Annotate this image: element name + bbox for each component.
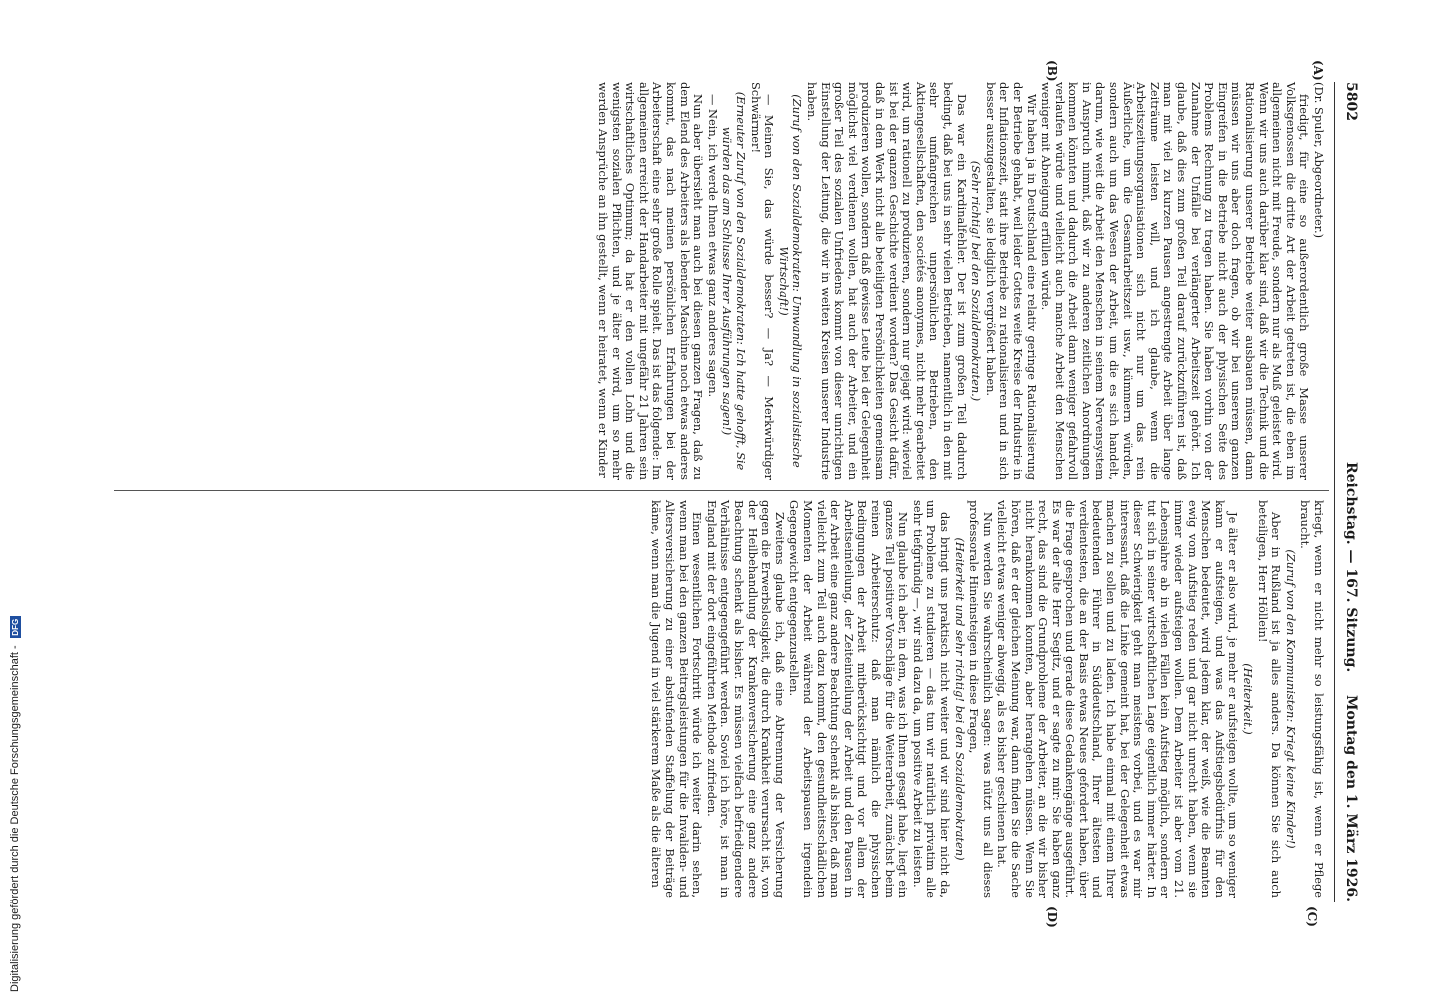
paragraph: — Nein, ich werde Ihnen etwas ganz anderes sagen. [705, 94, 720, 398]
margin-mark-a: (A) [1311, 60, 1325, 81]
paragraph: Nun aber übersieht man auch bei diesen ganzen Fragen, daß zu dem Elend des Arbeiters als lebender Maschine noch etwas anderes kommt, das nach meinen persönlichen Erfahrungen bei der Arbeiterschaft eine sehr große Rolle spielt. Das ist das folgende: Im allgemeinen erreicht der Handarbeiter mit ungefähr 21 Jahren sein wirtschaftliches Optimum; da hat er den vollen Lohn und die wenigsten sozialen Pflichten, und je älter er wird, um so mehr werden Ansprüche an ihn gestellt, wenn er heiratet, wenn er Kinder [596, 82, 706, 480]
paragraph: Zweitens glaube ich, daß eine Abtrennung der Versicherung gegen die Erwerbslosigkeit, die durch Krankheit verursacht ist, von der Heilbehandlung der Krankenversicherung eine ganz andere Beachtung schenkt als bisher. Es müssen vielfach befriedigendere Verhältnisse entgegengeführt werden. Soviel ich höre, ist man in England mit der dort eingeführten Methode zufrieden. [704, 500, 787, 898]
paragraph: friedigt, für eine so außerordentlich große Masse unserer Volksgenossen die dritte Art der Arbeit getreten ist, die eben im allgemeinen nicht mit Freude, sondern nur als Muß geleistet wird. Wenn wir uns auch darüber klar sind, daß wir die Technik und die Rationalisierung unserer Betriebe weiter ausbauen müssen, dann müssen wir uns aber doch fragen, ob wir bei unserem ganzen Eingreifen in die Betriebe nicht auch der physischen Seite des Problems Rechnung zu tragen haben. Sie haben vorhin von der Zunahme der Unfälle bei verlängerter Arbeitszeit gehört. Ich glaube, daß dies zum großen Teil darauf zurückzuführen ist, daß man mit viel zu kurzen Pausen angestrengte Arbeit über lange Zeiträume leisten will, und ich glaube, wenn die Arbeitszeitungsorganisationen sich nicht nur um das rein Äußerliche, um die Gesamtarbeitszeit usw., kümmern würden, sondern auch um das Wesen der Arbeit, um die es sich handelt, darum, wie weit die Arbeit den Menschen in seinem Nervensystem in Anspruch nimmt, daß wir zu anderen zeitlichen Anordnungen kommen könnten und dadurch die Arbeit dann weniger gefahrvoll verlaufen würde und vielleicht auch manche Arbeit den Menschen weniger mit Abneigung erfüllen würde. [1039, 82, 1312, 480]
session-title: Reichstag. — 167. Sitzung. [1343, 462, 1359, 673]
paragraph: — Meinen Sie, das würde besser? — Ja? — Merkwürdiger Schwärmer! [748, 82, 777, 480]
session-date: Montag den 1. März 1926. [1343, 694, 1359, 902]
digitization-footer [9, 12, 23, 992]
paragraph: Nun werden Sie wahrscheinlich sagen: was nützt uns all dieses professorale Hineinsteigen in diese Fragen, [967, 500, 995, 898]
page-number: 5802 [1343, 82, 1359, 121]
left-text-column [595, 82, 1325, 480]
margin-mark-b: (B) [1045, 60, 1059, 82]
right-text-column [648, 500, 1325, 898]
interjection: (Erneuter Zuruf von den Sozialdemokraten: Ich hatte gehofft, Sie würden das am Schlusse Ihrer Ausführungen sagen!) [720, 91, 749, 471]
interjection: (Zuruf von den Kommunisten: Kriegt keine Kinder!) [1283, 549, 1298, 849]
interjection: (Heiterkeit.) [1241, 663, 1256, 735]
header-rule [1334, 82, 1335, 902]
interjection: (Heiterkeit und sehr richtig! bei den Sozialdemokraten) [952, 537, 967, 861]
paragraph: (Dr. Spuler, Abgeordneter.) [1312, 82, 1326, 239]
interjection: (Zuruf von den Sozialdemokraten: Umwandlung in sozialistische Wirtschaft!) [776, 94, 805, 468]
paragraph: Nun glaube ich aber, in dem, was ich Ihnen gesagt habe, liegt ein ganzes Teil positiver Vorschläge für die Weiterarbeit, zunächst beim reinen Arbeiterschutz: daß man nämlich die physischen Bedingungen der Arbeit mitberücksichtigt und vor allem der Arbeitseinteilung, der Zeiteinteilung der Arbeit und den Pausen in der Arbeit eine ganz andere Beachtung schenkt als bisher, daß man vielleicht zum Teil auch dazu kommt, den gesundheitsschädlichen Momenten der Arbeit während der Arbeitspausen irgendein Gegengewicht entgegenzustellen. [787, 500, 911, 898]
paragraph: Wir haben ja in Deutschland eine relativ geringe Rationalisierung der Betriebe gehabt, weil leider Gottes weite Kreise der Industrie in der Inflationszeit, statt ihre Betriebe zu rationalisieren und in sich besser auszugestalten, sie lediglich vergrößert haben. [983, 82, 1039, 480]
digitization-note: Digitalisierung gefördert durch die Deutsche Forschungsgemeinschaft - [9, 645, 21, 992]
running-head [1337, 82, 1359, 902]
paragraph: Je älter er also wird, je mehr er aufsteigen wollte, um so weniger kann er aufsteigen, und was das Aufstiegsbedürfnis für den Menschen bedeutet, wird jedem klar, der weiß, wie die Beamten ewig vom Aufstieg reden und gar nicht unrecht haben, wenn sie immer wieder aufsteigen wollen. Dem Arbeiter ist aber vom 21. Lebensjahre ab in vielen Fällen kein Aufstieg möglich, sondern er tut sich in seiner wirtschaftlichen Lage eigentlich immer härter. In dieser Schwierigkeit geht man meistens vorbei, und es war mir interessant, daß die Linke gemeint hat, bei der Gelegenheit etwas machen zu sollen und zu laden. Ich habe einmal mit einem Ihrer bedeutenden Führer in Süddeutschland, Ihrer ältesten und verdientesten, die an der Basis etwas Neues gefordert haben, über die Frage gesprochen und gerade diese Gedankengänge ausgeführt. Es war der alte Herr Segitz, und er sagte zu mir: Sie haben ganz recht, das sind die Grundprobleme der Arbeiter, an die wir bisher nicht herankommen konnten, aber herangehen müssen. Wenn Sie hören, daß er der gleichen Meinung war, dann finden Sie die Sache vielleicht etwas weniger abwegig, als es bisher geschienen hat. [995, 500, 1241, 898]
paragraph: das bringt uns praktisch nicht weiter und wir sind hier nicht da, um Probleme zu studieren — das tun wir natürlich privatim alle sehr tiefgründig —, wir sind dazu da, um positive Arbeit zu leisten. [910, 500, 952, 898]
column-divider [114, 490, 1329, 491]
paragraph: kriegt, wenn er nicht mehr so leistungsfähig ist, wenn er Pflege braucht. [1298, 500, 1326, 898]
paragraph: Aber in Rußland ist ja alles anders. Da können Sie sich auch beteiligen, Herr Höllein! [1255, 500, 1284, 898]
paragraph: Das war ein Kardinalfehler. Der ist zum großen Teil dadurch bedingt, daß bei uns in sehr vielen Betrieben, namentlich in den mit sehr umfangreichen unpersönlichen Betrieben, den Aktiengesellschaften, den sociétés anonymes, nicht mehr gearbeitet wird, um rationell zu produzieren, sondern nur gejagt wird: wieviel ist bei der ganzen Geschichte verdient worden? Das Gesicht dafür, daß in dem Werk nicht alle beteiligten Persönlichkeiten gemeinsam produzieren wollen, sondern daß gewisse Leute bei der Gelegenheit möglichst viel verdienen wollen, hat auch der Arbeiter, und ein großer Teil des sozialen Unfriedens kommt von dieser unrichtigen Einstellung der Leitung, die wir in weiten Kreisen unserer Industrie haben. [805, 82, 969, 480]
margin-mark-d: (D) [1045, 906, 1059, 928]
document-page [109, 60, 1359, 928]
margin-mark-c: (C) [1305, 906, 1319, 927]
paragraph: Einen wesentlichen Fortschritt würde ich weiter darin sehen, wenn man bei den ganzen Beitragsleistungen für die Invaliden- und Altersversicherung zu einer abstufenden Staffelung der Beiträge käme, wenn man die Jugend in viel stärkerem Maße als die älteren [649, 500, 705, 898]
interjection: (Sehr richtig! bei den Sozialdemokraten.) [969, 160, 984, 402]
dfg-logo: DFG [10, 616, 21, 638]
